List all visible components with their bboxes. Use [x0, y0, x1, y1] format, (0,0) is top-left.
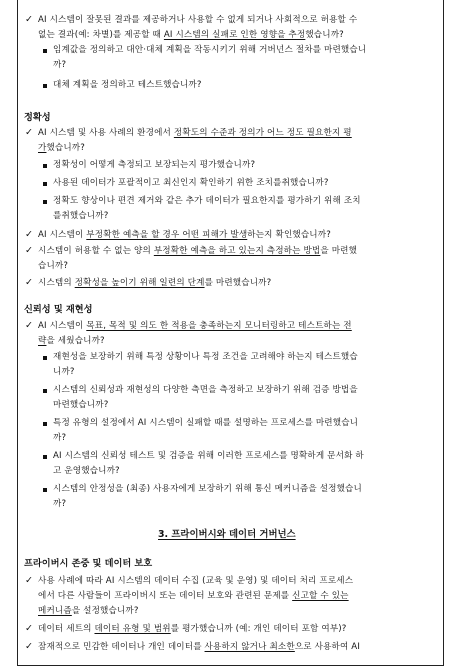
square-bullet-icon — [43, 84, 47, 88]
checkmark-icon: ✓ — [25, 320, 33, 331]
item-text: AI 시스템이 목표, 목적 및 의도 한 적용을 충족하는지 모니터링하고 테스트하는 전 — [38, 321, 352, 331]
subsection-heading-privacy: 프라이버시 존중 및 데이터 보호 — [24, 558, 153, 569]
item-text: 데이터 세트의 데이터 유형 및 범위를 평가했습니까 (예: 개인 데이터 포함 여부)? — [38, 624, 347, 634]
sub-item-text: 까? — [53, 433, 67, 443]
sub-item-text: 대체 계획을 정의하고 테스트했습니까? — [53, 80, 202, 90]
sub-item-text: AI 시스템의 신뢰성 테스트 및 검증을 위해 이러한 프로세스를 명확하게 문서화 하 — [53, 451, 364, 461]
item-text: 에서 다른 사람들이 프라이버시 또는 데이터 보호와 관련된 문제를 신고할 수 있는 — [38, 591, 349, 601]
sub-item-text: 임계값을 정의하고 대안·대체 계획을 작동시키기 위해 거버넌스 절차를 마련했습니 — [53, 45, 367, 55]
sub-item-text: 재현성을 보장하기 위해 특정 상황이나 특정 조건을 고려해야 하는지 테스트했습 — [53, 352, 358, 362]
item-text: 략을 세웠습니까? — [38, 336, 105, 346]
sub-item-text: 마련했습니까? — [53, 400, 109, 410]
sub-item-text: 특정 유형의 설정에서 AI 시스템이 실패할 때를 설명하는 프로세스를 마련했습니 — [53, 418, 359, 428]
checkmark-icon: ✓ — [25, 14, 33, 25]
sub-item-text: 를취했습니까? — [53, 211, 109, 221]
sub-item-text: 사용된 데이터가 포괄적이고 최신인지 확인하기 위한 조치를취했습니까? — [53, 178, 329, 188]
item-text: 메커니즘을 설정했습니까? — [38, 606, 139, 616]
checkmark-icon: ✓ — [25, 641, 33, 652]
square-bullet-icon — [43, 455, 47, 459]
item-text: 시스템의 정확성을 높이기 위해 일련의 단계를 마련했습니까? — [38, 278, 272, 288]
section-heading-reliability: 신뢰성 및 재현성 — [24, 304, 93, 315]
square-bullet-icon — [43, 182, 47, 186]
item-text: AI 시스템 및 사용 사례의 환경에서 정확도의 수준과 정의가 어느 정도 필요한지 평 — [38, 128, 352, 138]
checkmark-icon: ✓ — [25, 245, 33, 256]
sub-item-text: 시스템의 안정성을 (최종) 사용자에게 보장하기 위해 통신 메커니즘을 설정했습니 — [53, 484, 362, 494]
sub-item-text: 시스템의 신뢰성과 재현성의 다양한 측면을 측정하고 보장하기 위해 검증 방법을 — [53, 385, 358, 395]
section-title: 3. 프라이버시와 데이터 거버넌스 — [158, 529, 296, 540]
sub-item-text: 정확성이 어떻게 측정되고 보장되는지 평가했습니까? — [53, 160, 256, 170]
square-bullet-icon — [43, 164, 47, 168]
sub-item-text: 까? — [53, 60, 67, 70]
sub-item-text: 정확도 향상이나 편견 제거와 같은 추가 데이터가 필요한지를 평가하기 위해 조치 — [53, 196, 361, 206]
square-bullet-icon — [43, 49, 47, 53]
item-text: 시스템이 허용할 수 없는 양의 부정확한 예측을 하고 있는지 측정하는 방법을 마련했 — [38, 246, 358, 256]
section-heading-accuracy: 정확성 — [24, 112, 51, 123]
item-text: 잠재적으로 민감한 데이터나 개인 데이터를 사용하지 않거나 최소한으로 사용하여 AI — [38, 642, 361, 652]
square-bullet-icon — [43, 422, 47, 426]
item-text: 가했습니까? — [38, 143, 85, 153]
sub-item-text: 니까? — [53, 367, 75, 377]
sub-item-text: 까? — [53, 499, 67, 509]
checkmark-icon: ✓ — [25, 127, 33, 138]
checkmark-icon: ✓ — [25, 229, 33, 240]
item-text: AI 시스템이 잘못된 결과를 제공하거나 사용할 수 없게 되거나 사회적으로 허용할 수 — [38, 15, 358, 25]
item-text: AI 시스템이 부정확한 예측을 할 경우 어떤 피해가 발생하는지 확인했습니까? — [38, 230, 331, 240]
square-bullet-icon — [43, 356, 47, 360]
checkmark-icon: ✓ — [25, 623, 33, 634]
square-bullet-icon — [43, 389, 47, 393]
checkmark-icon: ✓ — [25, 575, 33, 586]
item-text: 없는 결과(예: 차별)를 제공할 때 AI 시스템의 실패로 인한 영향을 추정했습니까? — [38, 30, 344, 40]
item-text: 사용 사례에 따라 AI 시스템의 데이터 수집 (교육 및 운영) 및 데이터 처리 프로세스 — [38, 576, 354, 586]
square-bullet-icon — [43, 200, 47, 204]
sub-item-text: 고 운영했습니까? — [53, 466, 120, 476]
square-bullet-icon — [43, 488, 47, 492]
item-text: 습니까? — [38, 261, 69, 271]
checkmark-icon: ✓ — [25, 277, 33, 288]
